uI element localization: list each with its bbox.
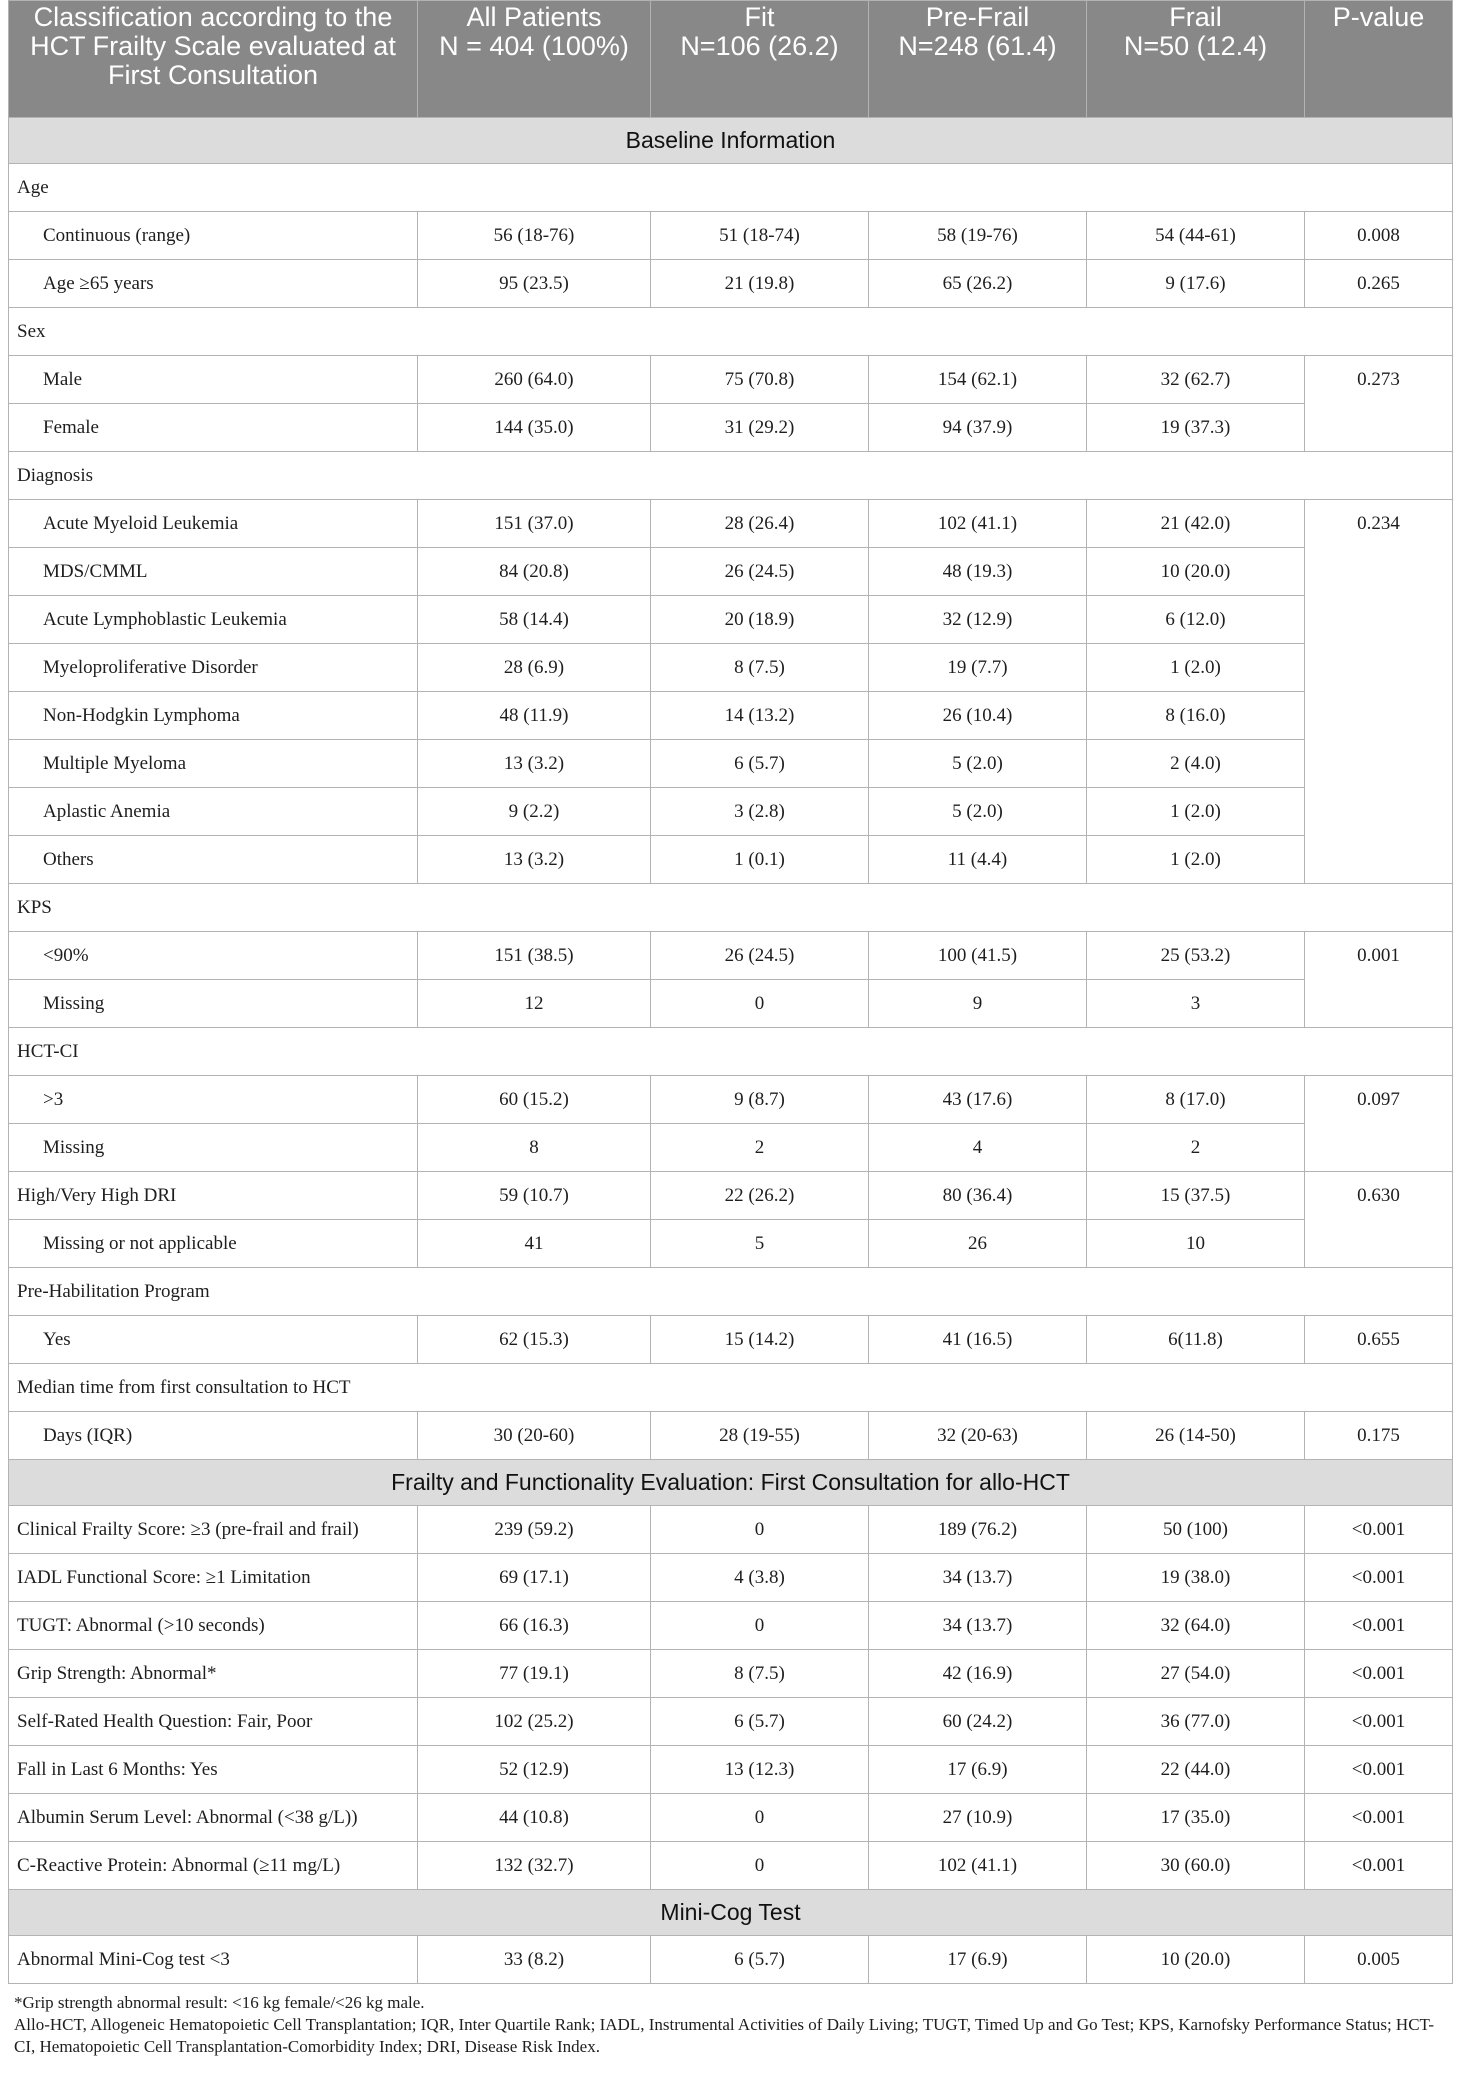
cell-frail: 25 (53.2) [1087,932,1305,980]
cell-fit: 3 (2.8) [651,788,869,836]
cell-p-value: 0.234 [1305,500,1453,884]
cell-p-value: <0.001 [1305,1794,1453,1842]
cell-frail: 1 (2.0) [1087,836,1305,884]
cell-p-value: 0.630 [1305,1172,1453,1268]
category-row-median-time [9,1364,1453,1412]
footnote-grip-strength: *Grip strength abnormal result: <16 kg female/<26 kg male. [14,1993,425,2012]
row-label: High/Very High DRI [9,1172,418,1220]
header-all-patients: All Patients N = 404 (100%) [418,1,651,118]
cell-all-patients: 151 (37.0) [418,500,651,548]
cell-p-value: <0.001 [1305,1554,1453,1602]
row-label: Median time from first consultation to HCT [9,1364,1453,1412]
table-row-dri [9,1172,1453,1220]
cell-p-value: <0.001 [1305,1506,1453,1554]
row-label: Fall in Last 6 Months: Yes [9,1746,418,1794]
cell-p-value: <0.001 [1305,1698,1453,1746]
cell-p-value: 0.273 [1305,356,1453,452]
row-label: Male [9,356,418,404]
cell-pre-frail: 94 (37.9) [869,404,1087,452]
table-row-age-65 [9,260,1453,308]
table-row-male [9,356,1453,404]
table-row-prehab-yes [9,1316,1453,1364]
row-label: C-Reactive Protein: Abnormal (≥11 mg/L) [9,1842,418,1890]
row-label: Non-Hodgkin Lymphoma [9,692,418,740]
cell-pre-frail: 80 (36.4) [869,1172,1087,1220]
cell-frail: 6 (12.0) [1087,596,1305,644]
cell-all-patients: 52 (12.9) [418,1746,651,1794]
cell-all-patients: 33 (8.2) [418,1936,651,1984]
cell-pre-frail: 48 (19.3) [869,548,1087,596]
cell-frail: 19 (38.0) [1087,1554,1305,1602]
table-row-nhl [9,692,1453,740]
table-row-albumin [9,1794,1453,1842]
table-row-cfs [9,1506,1453,1554]
cell-fit: 0 [651,980,869,1028]
cell-frail: 17 (35.0) [1087,1794,1305,1842]
cell-all-patients: 8 [418,1124,651,1172]
cell-fit: 20 (18.9) [651,596,869,644]
cell-pre-frail: 42 (16.9) [869,1650,1087,1698]
row-label: Missing or not applicable [9,1220,418,1268]
cell-frail: 54 (44-61) [1087,212,1305,260]
row-label: KPS [9,884,1453,932]
cell-pre-frail: 189 (76.2) [869,1506,1087,1554]
row-label: Self-Rated Health Question: Fair, Poor [9,1698,418,1746]
cell-fit: 6 (5.7) [651,1936,869,1984]
cell-fit: 26 (24.5) [651,548,869,596]
cell-pre-frail: 32 (12.9) [869,596,1087,644]
cell-pre-frail: 5 (2.0) [869,740,1087,788]
cell-fit: 14 (13.2) [651,692,869,740]
cell-all-patients: 62 (15.3) [418,1316,651,1364]
cell-pre-frail: 102 (41.1) [869,1842,1087,1890]
row-label: MDS/CMML [9,548,418,596]
table-row-others [9,836,1453,884]
cell-frail: 8 (16.0) [1087,692,1305,740]
cell-frail: 10 (20.0) [1087,548,1305,596]
table-row-female [9,404,1453,452]
table-header-row [9,1,1453,118]
section-title-minicog: Mini-Cog Test [9,1890,1453,1936]
cell-fit: 6 (5.7) [651,1698,869,1746]
frailty-table-container [8,0,1452,2058]
footnote-abbreviations: Allo-HCT, Allogeneic Hematopoietic Cell Transplantation; IQR, Inter Quartile Rank; IADL, Instrumental Activities of Daily Living; TUGT, Timed Up and Go Test; KPS, Karnofsky Performance Status; HCT-CI, Hematopoietic Cell Transplantation-Comorbidity Index; DRI, Disease Risk Index. [14,2015,1435,2056]
cell-p-value: <0.001 [1305,1842,1453,1890]
cell-pre-frail: 41 (16.5) [869,1316,1087,1364]
cell-pre-frail: 26 [869,1220,1087,1268]
cell-frail: 3 [1087,980,1305,1028]
cell-p-value: 0.265 [1305,260,1453,308]
cell-all-patients: 60 (15.2) [418,1076,651,1124]
cell-frail: 2 (4.0) [1087,740,1305,788]
cell-fit: 31 (29.2) [651,404,869,452]
row-label: Yes [9,1316,418,1364]
cell-fit: 15 (14.2) [651,1316,869,1364]
category-row-hctci [9,1028,1453,1076]
row-label: Age ≥65 years [9,260,418,308]
cell-pre-frail: 102 (41.1) [869,500,1087,548]
cell-fit: 21 (19.8) [651,260,869,308]
cell-all-patients: 58 (14.4) [418,596,651,644]
cell-fit: 0 [651,1842,869,1890]
section-row-minicog [9,1890,1453,1936]
row-label: Days (IQR) [9,1412,418,1460]
cell-all-patients: 151 (38.5) [418,932,651,980]
cell-p-value: 0.001 [1305,932,1453,1028]
header-classification: Classification according to the HCT Frailty Scale evaluated at First Consultation [9,1,418,118]
row-label: Abnormal Mini-Cog test <3 [9,1936,418,1984]
row-label: <90% [9,932,418,980]
cell-all-patients: 13 (3.2) [418,836,651,884]
cell-pre-frail: 32 (20-63) [869,1412,1087,1460]
cell-frail: 32 (64.0) [1087,1602,1305,1650]
cell-fit: 28 (19-55) [651,1412,869,1460]
cell-fit: 2 [651,1124,869,1172]
table-row-all-leukemia [9,596,1453,644]
row-label: HCT-CI [9,1028,1453,1076]
cell-all-patients: 66 (16.3) [418,1602,651,1650]
row-label: Age [9,164,1453,212]
cell-fit: 0 [651,1506,869,1554]
cell-pre-frail: 17 (6.9) [869,1936,1087,1984]
row-label: >3 [9,1076,418,1124]
category-row-prehab [9,1268,1453,1316]
cell-p-value: 0.005 [1305,1936,1453,1984]
row-label: IADL Functional Score: ≥1 Limitation [9,1554,418,1602]
table-row-hctci-gt3 [9,1076,1453,1124]
cell-all-patients: 13 (3.2) [418,740,651,788]
cell-p-value: 0.097 [1305,1076,1453,1172]
cell-pre-frail: 17 (6.9) [869,1746,1087,1794]
cell-pre-frail: 65 (26.2) [869,260,1087,308]
header-fit: Fit N=106 (26.2) [651,1,869,118]
table-row-mpd [9,644,1453,692]
table-row-grip [9,1650,1453,1698]
table-footnotes [8,1992,1450,2058]
cell-all-patients: 59 (10.7) [418,1172,651,1220]
section-title-frailty: Frailty and Functionality Evaluation: First Consultation for allo-HCT [9,1460,1453,1506]
cell-all-patients: 41 [418,1220,651,1268]
cell-p-value: <0.001 [1305,1602,1453,1650]
cell-frail: 30 (60.0) [1087,1842,1305,1890]
cell-frail: 10 (20.0) [1087,1936,1305,1984]
table-row-crp [9,1842,1453,1890]
table-row-self-rated-health [9,1698,1453,1746]
cell-pre-frail: 26 (10.4) [869,692,1087,740]
cell-all-patients: 95 (23.5) [418,260,651,308]
cell-fit: 4 (3.8) [651,1554,869,1602]
row-label: Acute Lymphoblastic Leukemia [9,596,418,644]
cell-frail: 50 (100) [1087,1506,1305,1554]
cell-p-value: <0.001 [1305,1746,1453,1794]
category-row-kps [9,884,1453,932]
cell-frail: 21 (42.0) [1087,500,1305,548]
cell-frail: 1 (2.0) [1087,788,1305,836]
table-row-aml [9,500,1453,548]
header-frail: Frail N=50 (12.4) [1087,1,1305,118]
cell-pre-frail: 60 (24.2) [869,1698,1087,1746]
cell-fit: 9 (8.7) [651,1076,869,1124]
cell-frail: 36 (77.0) [1087,1698,1305,1746]
section-row-frailty [9,1460,1453,1506]
cell-fit: 75 (70.8) [651,356,869,404]
cell-fit: 0 [651,1794,869,1842]
cell-all-patients: 28 (6.9) [418,644,651,692]
cell-p-value: 0.175 [1305,1412,1453,1460]
row-label: Female [9,404,418,452]
cell-frail: 32 (62.7) [1087,356,1305,404]
cell-p-value: 0.655 [1305,1316,1453,1364]
row-label: Others [9,836,418,884]
row-label: TUGT: Abnormal (>10 seconds) [9,1602,418,1650]
cell-all-patients: 12 [418,980,651,1028]
row-label: Sex [9,308,1453,356]
cell-fit: 6 (5.7) [651,740,869,788]
cell-frail: 19 (37.3) [1087,404,1305,452]
cell-pre-frail: 100 (41.5) [869,932,1087,980]
cell-frail: 15 (37.5) [1087,1172,1305,1220]
cell-pre-frail: 43 (17.6) [869,1076,1087,1124]
cell-pre-frail: 154 (62.1) [869,356,1087,404]
cell-frail: 27 (54.0) [1087,1650,1305,1698]
table-row-tugt [9,1602,1453,1650]
row-label: Acute Myeloid Leukemia [9,500,418,548]
cell-fit: 28 (26.4) [651,500,869,548]
cell-frail: 2 [1087,1124,1305,1172]
table-row-minicog [9,1936,1453,1984]
cell-fit: 0 [651,1602,869,1650]
cell-fit: 8 (7.5) [651,644,869,692]
table-row-mds [9,548,1453,596]
row-label: Diagnosis [9,452,1453,500]
category-row-sex [9,308,1453,356]
row-label: Multiple Myeloma [9,740,418,788]
cell-all-patients: 132 (32.7) [418,1842,651,1890]
table-row-aa [9,788,1453,836]
cell-pre-frail: 34 (13.7) [869,1602,1087,1650]
row-label: Myeloproliferative Disorder [9,644,418,692]
cell-p-value: <0.001 [1305,1650,1453,1698]
header-p-value: P-value [1305,1,1453,118]
category-row-age [9,164,1453,212]
cell-all-patients: 102 (25.2) [418,1698,651,1746]
cell-all-patients: 56 (18-76) [418,212,651,260]
cell-p-value: 0.008 [1305,212,1453,260]
cell-all-patients: 84 (20.8) [418,548,651,596]
cell-fit: 5 [651,1220,869,1268]
row-label: Clinical Frailty Score: ≥3 (pre-frail and frail) [9,1506,418,1554]
section-row-baseline [9,118,1453,164]
table-row-dri-missing [9,1220,1453,1268]
cell-frail: 6(11.8) [1087,1316,1305,1364]
table-row-hctci-missing [9,1124,1453,1172]
table-row-iadl [9,1554,1453,1602]
cell-pre-frail: 4 [869,1124,1087,1172]
cell-all-patients: 69 (17.1) [418,1554,651,1602]
section-title-baseline: Baseline Information [9,118,1453,164]
cell-frail: 22 (44.0) [1087,1746,1305,1794]
row-label: Aplastic Anemia [9,788,418,836]
table-row-fall [9,1746,1453,1794]
cell-pre-frail: 58 (19-76) [869,212,1087,260]
cell-frail: 8 (17.0) [1087,1076,1305,1124]
cell-fit: 8 (7.5) [651,1650,869,1698]
cell-all-patients: 239 (59.2) [418,1506,651,1554]
header-pre-frail: Pre-Frail N=248 (61.4) [869,1,1087,118]
row-label: Missing [9,980,418,1028]
cell-fit: 26 (24.5) [651,932,869,980]
cell-frail: 26 (14-50) [1087,1412,1305,1460]
cell-all-patients: 144 (35.0) [418,404,651,452]
cell-frail: 9 (17.6) [1087,260,1305,308]
row-label: Albumin Serum Level: Abnormal (<38 g/L)) [9,1794,418,1842]
row-label: Pre-Habilitation Program [9,1268,1453,1316]
row-label: Grip Strength: Abnormal* [9,1650,418,1698]
table-row-mm [9,740,1453,788]
cell-fit: 51 (18-74) [651,212,869,260]
cell-frail: 10 [1087,1220,1305,1268]
cell-all-patients: 260 (64.0) [418,356,651,404]
cell-fit: 1 (0.1) [651,836,869,884]
frailty-characteristics-table [8,0,1453,1984]
cell-pre-frail: 5 (2.0) [869,788,1087,836]
cell-pre-frail: 19 (7.7) [869,644,1087,692]
row-label: Missing [9,1124,418,1172]
table-row-kps-missing [9,980,1453,1028]
cell-fit: 13 (12.3) [651,1746,869,1794]
category-row-diagnosis [9,452,1453,500]
table-row-days-iqr [9,1412,1453,1460]
table-row-age-continuous [9,212,1453,260]
cell-all-patients: 44 (10.8) [418,1794,651,1842]
cell-fit: 22 (26.2) [651,1172,869,1220]
cell-all-patients: 48 (11.9) [418,692,651,740]
cell-all-patients: 9 (2.2) [418,788,651,836]
cell-pre-frail: 27 (10.9) [869,1794,1087,1842]
cell-all-patients: 77 (19.1) [418,1650,651,1698]
cell-pre-frail: 9 [869,980,1087,1028]
cell-pre-frail: 11 (4.4) [869,836,1087,884]
row-label: Continuous (range) [9,212,418,260]
table-row-kps-lt90 [9,932,1453,980]
cell-all-patients: 30 (20-60) [418,1412,651,1460]
cell-frail: 1 (2.0) [1087,644,1305,692]
cell-pre-frail: 34 (13.7) [869,1554,1087,1602]
